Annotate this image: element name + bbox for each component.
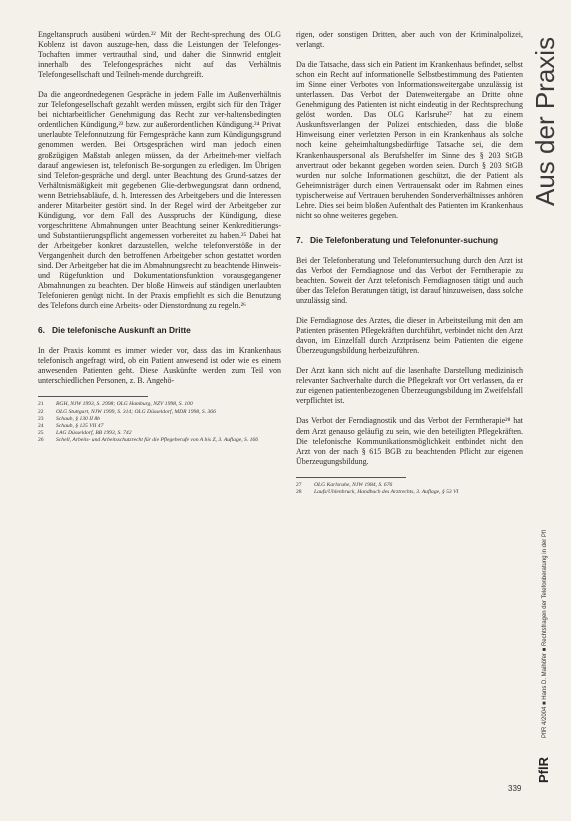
journal-logo: [532, 755, 554, 785]
right-paragraph-1: rigen, oder sonstigen Dritten, aber auch von der Kriminalpolizei, verlangt.: [296, 30, 523, 50]
right-paragraph-2: Da die Tatsache, dass sich ein Patient im Krankenhaus befindet, selbst schon ein Recht auf informationelle Selbstbestimmung des Patienten im Sinne einer Verbotes von Informationsweitergabe unzulässig ist unterlassen. Das Verbot der Datenweitergabe an Dritte ohne Genehmigung des Patienten ist nicht eindeutig in der Rechtsprechung gelöst worden. Das OLG Karlsruhe²⁷ hat zu einem Auskunftsverlangen der Polizei entschieden, dass die bloße Hinweisung einer verletzten Person in ein Krankenhaus als solche noch keine geheimhaltungsbedürftige Tatsache sei, die dem Krankenhauspersonal als Berufshelfer im Sinne des § 203 StGB anvertraut oder bekannt gegeben worden seien. Durch § 203 StGB wurden nur solche Informationen geschützt, die der Patient als Geheimnisträger durch einen Vertrauensakt oder im Rahmen eines typischerweise auf Vertrauen beruhenden Sonderverhältnisses anhören Lehre. Dies sei beim bloßen Aufenthalt des Patienten im Krankenhaus nicht so ohne weiteres gegeben.: [296, 60, 523, 220]
right-footnotes: [296, 482, 523, 496]
footnote-number: 28: [296, 488, 302, 495]
footnote-number: 21: [38, 401, 44, 408]
logo-svg: [532, 755, 554, 785]
footnote-number: 23: [38, 415, 44, 422]
footnote-number: 22: [38, 408, 44, 415]
footnote-text: Schaub, § 125 VII 47: [56, 423, 104, 430]
right-paragraph-5: Der Arzt kann sich nicht auf die lasenhafte Darstellung medizinisch relevanter Sachverhalte durch die Pflegekraft vor Ort verlassen, da er zur eigenen patientenbezogenen Überzeugungsbildung im Zweifelsfall verpflichtet ist.: [296, 366, 523, 406]
side-journal-meta: [532, 530, 556, 740]
footnote: [38, 416, 281, 423]
footnote-text: OLG Karlsruhe, NJW 1984, S. 676: [314, 481, 393, 488]
right-paragraph-6: Das Verbot der Ferndiagnostik und das Verbot der Ferntherapie²⁸ hat dem Arzt genauso geläufig zu sein, wie den beteiligten Pflegekräften. Die telefonische Kommunikationsmöglichkeit entbindet nicht den Arzt von der nach § 615 BGB zu beachtenden Pflicht zur eigenen Überzeugungsbildung.: [296, 416, 523, 466]
left-paragraph-3: In der Praxis kommt es immer wieder vor, dass das im Krankenhaus telefonisch angefragt wird, ob ein Patient anwesend ist oder wie es einem anwesenden Patienten geht. Diese Auskünfte werden zum Teil von unterschiedlichen Personen, z. B. Angehö-: [38, 346, 281, 386]
section-number: 6.: [38, 325, 45, 336]
section-number: 7.: [296, 234, 303, 245]
side-running-title: [523, 34, 567, 209]
side-title-svg: [523, 34, 567, 209]
section-heading-7: [296, 235, 523, 246]
page-number: 339: [508, 784, 522, 793]
left-column: [38, 30, 281, 445]
section-title: Die telefonische Auskunft an Dritte: [52, 325, 191, 336]
logo-text: PflR: [536, 757, 551, 783]
footnote-text: Schell, Arbeits- und Arbeitsschutzrecht für die Pflegeberufe von A bis Z, 3. Auflage, S. 166: [56, 437, 259, 444]
footnote: [296, 489, 523, 496]
side-meta-svg: [532, 530, 556, 740]
footnote-text: OLG Stuttgart, NJW 1999, S. 314; OLG Düsseldorf, MDR 1998, S. 366: [56, 408, 216, 415]
footnote: [38, 437, 281, 444]
footnote-number: 27: [296, 481, 302, 488]
footnote-text: BGH, NJW 1993, S. 2998; OLG Hamburg, NZV 1998, S. 100: [56, 401, 193, 408]
footnote-number: 25: [38, 430, 44, 437]
section-heading-6: [38, 325, 281, 336]
footnote: [38, 409, 281, 416]
section-title: Die Telefonberatung und Telefonunter-suchung: [310, 234, 499, 245]
footnote-number: 24: [38, 423, 44, 430]
footnote: [296, 482, 523, 489]
footnote: [38, 401, 281, 408]
left-paragraph-1: Engeltanspruch ausübeni würden.²² Mit der Recht-sprechung des OLG Koblenz ist davon auszuge-hen, dass die Leistungen der Telefonges-Tochaften immer vertrauthal sind, und daher die Sinnwrid entgleit innerhalb des Telefongespräches nicht auf das Verhältnis Telefongesellschaft und Teilneh-mende durchgreift.: [38, 30, 281, 80]
footnote-divider: [38, 396, 148, 397]
right-paragraph-4: Die Ferndiagnose des Arztes, die dieser in Arbeitsteilung mit den am Patienten präsenten Pflegekräften durchführt, verbindet nicht den Arzt davon, im Einzelfall durch Arztpräsenz beim Patienten die eigene Überzeugungsbildung herbeizuführen.: [296, 316, 523, 356]
footnote-divider: [296, 477, 406, 478]
right-column: [296, 30, 523, 496]
footnote-text: Laufs/Uhlenbruck, Handbuch des Arztrechts, 3. Auflage, § 53 VI: [314, 488, 459, 495]
footnote-text: LAG Düsseldorf, BB 1993, S. 742: [56, 430, 132, 437]
side-meta-text: PflR 4/2004 ■ Hans D. Maihöfer ■ Rechtsfragen der Telefonberatung in der Pflege: [542, 530, 548, 738]
footnote-text: Schaub, § 130 II 8b: [56, 415, 100, 422]
side-title-text: Aus der Praxis: [530, 36, 560, 206]
right-paragraph-3: Bei der Telefonberatung und Telefonuntersuchung durch den Arzt ist das Verbot der Ferndiagnose und das Verbot der Ferntherapie zu beachten. Soweit der Arzt telefonisch Ferndiagnosen tätigt und auch über das Telefon Beratungen tätigt, ist darauf hinzuweisen, dass solche unzulässig sind.: [296, 255, 523, 306]
left-paragraph-2: Da die angeordnedegenen Gespräche in jedem Falle im Außenverhältnis zur Telefongesellschaft gezahlt werden müssen, ergibt sich für den Träger bei nichtarbeitlicher Genehmigung das Recht zur ver-haltensbedingten ordentlichen Kündigung,²³ bzw. zur außerordentlichen Kündigung.²⁴ Privat unerlaubte Telefonnutzung für Ferngespräche kann zum Kündigungsgrund genommen werden. Bei Ortsgesprächen wird man jedoch einen großzügigen Maßstab anlegen müssen, da der Arbeitneh-mer vielfach darauf angewiesen ist, telefonisch Be-sorgungen zu erledigen. Im Übrigen sind Telefon-gespräche und dergl. unter Beachtung des Grund-satzes der Verhältnismäßigkeit mit gegebenen Glie-derbwegungsrat dann ordnend, wenn Betriebsabläufe, d. h. Interessen des Arbeitgebers und die Interessen anderer Mitarbeiter gestört sind. In der Regel wird der Arbeitgeber zur Kündigung, vor dem Fall des Ausspruchs der Kündigung, diese vorgeschrittene Abmahnungen unter Beachtung seiner Kenkreditierungs- und Substantiierungspflicht angemessen vorbereitet zu haben.²⁵ Dabei hat der Arbeitgeber konkret darzustellen, welche telefonverstöße in der Vergangenheit durch den betroffenen Arbeitgeber schon gestattet worden sind. Der Arbeitgeber hat die im Abmahnungsrecht zu beachtende Hinweis- und Rügefunktion und Dokumentationsfunktion vorausgegangener Abmahnungen zu beachten. Der bloße Hinweis auf ständigen unerlaubten Telefonieren genügt nicht. In der Praxis empfiehlt es sich die Benutzung des Telefons durch eine Arbeits- oder Dienstordnung zu regeln.²⁶: [38, 90, 281, 311]
left-footnotes: [38, 401, 281, 444]
footnote-number: 26: [38, 437, 44, 444]
